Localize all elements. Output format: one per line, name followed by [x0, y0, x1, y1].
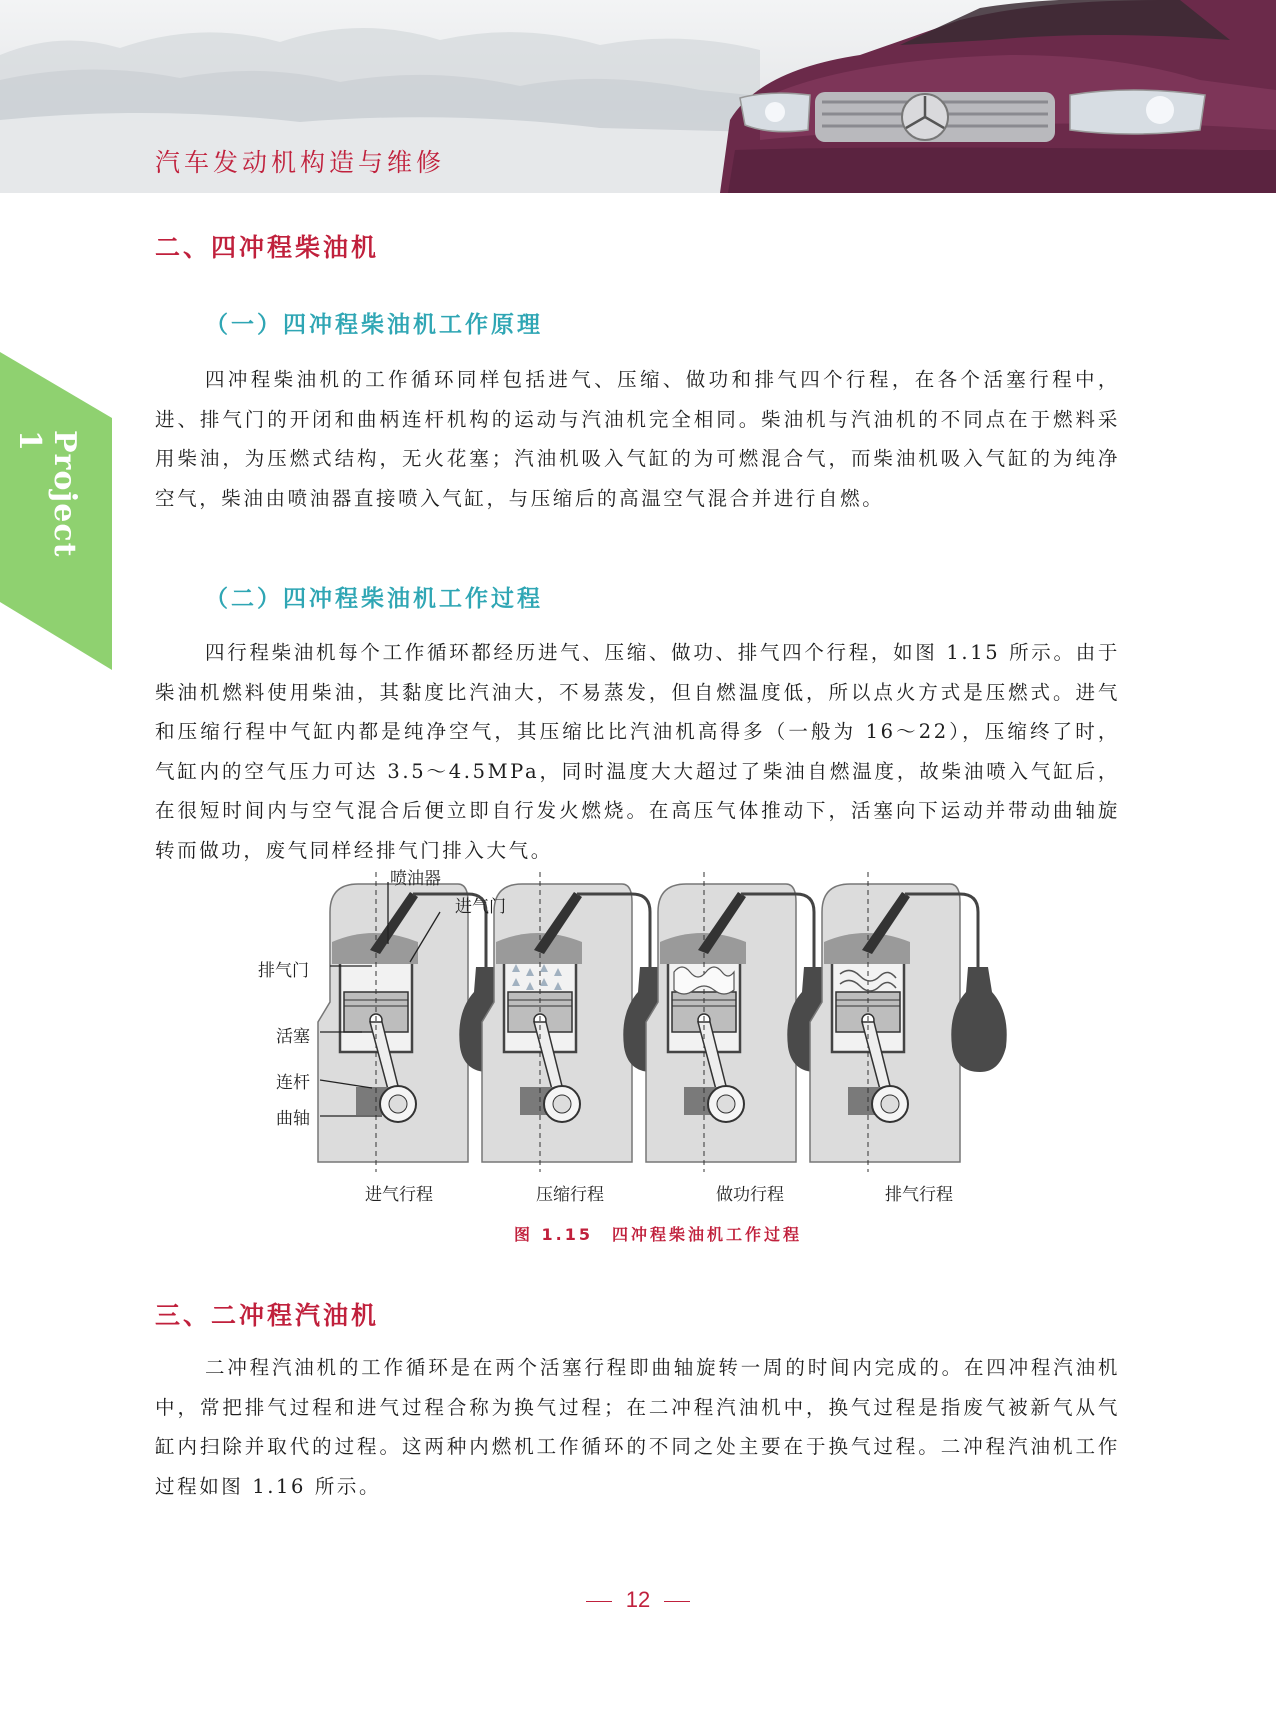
stroke-label-intake: 进气行程: [365, 1185, 433, 1205]
paragraph-process: 四行程柴油机每个工作循环都经历进气、压缩、做功、排气四个行程，如图 1.15 所示。由于柴油机燃料使用柴油，其黏度比汽油大，不易蒸发，但自燃温度低，所以点火方式是压燃式。进气和压缩行程中气缸内都是纯净空气，其压缩比比汽油机高得多（一般为 16～22），压缩终了时，气缸内的空气压力可达 3.5～4.5MPa，同时温度大大超过了柴油自燃温度，故柴油喷入气缸后，在很短时间内与空气混合后便立即自行发火燃烧。在高压气体推动下，活塞向下运动并带动曲轴旋转而做功，废气同样经排气门排入大气。: [155, 641, 1120, 862]
engine-cycle-diagram: [250, 872, 1020, 1202]
paragraph-two-stroke: 二冲程汽油机的工作循环是在两个活塞行程即曲轴旋转一周的时间内完成的。在四冲程汽油机中，常把排气过程和进气过程合称为换气过程；在二冲程汽油机中，换气过程是指废气被新气从气缸内扫除并取代的过程。这两种内燃机工作循环的不同之处主要在于换气过程。二冲程汽油机工作过程如图 1.16 所示。: [155, 1356, 1120, 1498]
stroke-label-exhaust: 排气行程: [885, 1185, 953, 1205]
figure-four-stroke-diesel: [250, 869, 1020, 1205]
label-piston: 活塞: [276, 1027, 310, 1047]
car-image: [720, 0, 1276, 193]
page-number-dash-left: [586, 1601, 612, 1602]
paragraph-principle: 四冲程柴油机的工作循环同样包括进气、压缩、做功和排气四个行程，在各个活塞行程中，进、排气门的开闭和曲柄连杆机构的运动与汽油机完全相同。柴油机与汽油机的不同点在于燃料采用柴油，为压燃式结构，无火花塞；汽油机吸入气缸的为可燃混合气，而柴油机吸入气缸的为纯净空气，柴油由喷油器直接喷入气缸，与压缩后的高温空气混合并进行自燃。: [155, 368, 1120, 510]
stroke-label-power: 做功行程: [716, 1185, 784, 1205]
page-number-dash-right: [664, 1601, 690, 1602]
subsection-title-principle: （一）四冲程柴油机工作原理: [205, 312, 543, 338]
engine-exhaust: [810, 872, 1007, 1172]
figure-caption: 图 1.15 四冲程柴油机工作过程: [513, 1225, 803, 1244]
section-title-two-stroke-gasoline: 三、二冲程汽油机: [155, 1301, 380, 1330]
label-exhaust-valve: 排气门: [258, 961, 309, 981]
page-number-value: 12: [625, 1587, 651, 1612]
label-crankshaft: 曲轴: [276, 1109, 310, 1129]
label-connecting-rod: 连杆: [276, 1073, 310, 1093]
book-title: 汽车发动机构造与维修: [155, 148, 446, 177]
stroke-label-compression: 压缩行程: [536, 1185, 604, 1205]
header-banner: [0, 0, 1276, 193]
side-tab-label: Project 1: [12, 430, 82, 558]
subsection-title-process: （二）四冲程柴油机工作过程: [205, 586, 543, 612]
section-title-four-stroke-diesel: 二、四冲程柴油机: [155, 233, 380, 262]
page-number: [0, 1587, 1276, 1613]
label-intake-valve: 进气门: [455, 897, 506, 917]
label-injector: 喷油器: [390, 869, 441, 889]
